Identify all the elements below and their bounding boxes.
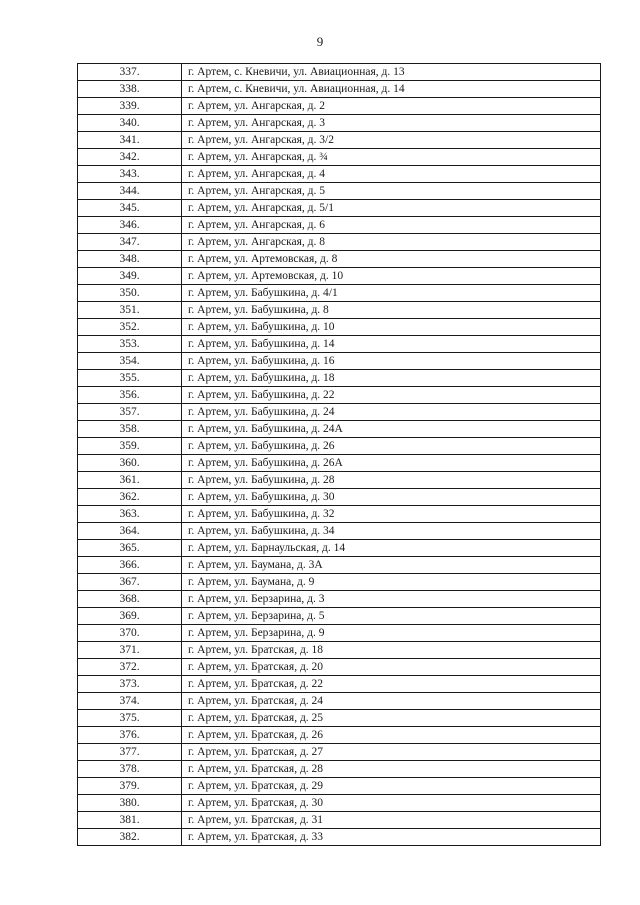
table-row [78, 302, 601, 319]
address-cell: г. Артем, ул. Ангарская, д. 8 [182, 234, 601, 251]
row-number-cell: 359. [78, 438, 182, 455]
table-row [78, 523, 601, 540]
address-cell: г. Артем, ул. Бабушкина, д. 34 [182, 523, 601, 540]
row-number-cell: 350. [78, 285, 182, 302]
address-cell: г. Артем, ул. Братская, д. 18 [182, 642, 601, 659]
address-cell: г. Артем, ул. Барнаульская, д. 14 [182, 540, 601, 557]
address-cell: г. Артем, с. Кневичи, ул. Авиационная, д. 13 [182, 64, 601, 81]
row-number-cell: 374. [78, 693, 182, 710]
table-row [78, 744, 601, 761]
table-row [78, 625, 601, 642]
row-number-cell: 373. [78, 676, 182, 693]
page-number: 9 [316, 34, 324, 49]
row-number-cell: 345. [78, 200, 182, 217]
address-cell: г. Артем, ул. Артемовская, д. 8 [182, 251, 601, 268]
row-number-cell: 346. [78, 217, 182, 234]
table-row [78, 727, 601, 744]
address-cell: г. Артем, ул. Братская, д. 25 [182, 710, 601, 727]
address-cell: г. Артем, ул. Берзарина, д. 5 [182, 608, 601, 625]
table-row [78, 370, 601, 387]
address-cell: г. Артем, ул. Бабушкина, д. 18 [182, 370, 601, 387]
address-cell: г. Артем, ул. Ангарская, д. 3/2 [182, 132, 601, 149]
address-cell: г. Артем, ул. Бабушкина, д. 14 [182, 336, 601, 353]
table-row [78, 319, 601, 336]
address-cell: г. Артем, ул. Бабушкина, д. 8 [182, 302, 601, 319]
table-row [78, 676, 601, 693]
table-row [78, 642, 601, 659]
row-number-cell: 362. [78, 489, 182, 506]
address-cell: г. Артем, ул. Бабушкина, д. 22 [182, 387, 601, 404]
row-number-cell: 353. [78, 336, 182, 353]
table-row [78, 217, 601, 234]
address-cell: г. Артем, ул. Ангарская, д. 4 [182, 166, 601, 183]
row-number-cell: 352. [78, 319, 182, 336]
row-number-cell: 372. [78, 659, 182, 676]
table-row [78, 574, 601, 591]
row-number-cell: 351. [78, 302, 182, 319]
table-row [78, 659, 601, 676]
table-row [78, 761, 601, 778]
address-cell: г. Артем, ул. Берзарина, д. 9 [182, 625, 601, 642]
table-row [78, 591, 601, 608]
address-cell: г. Артем, ул. Бабушкина, д. 16 [182, 353, 601, 370]
table-row [78, 268, 601, 285]
row-number-cell: 364. [78, 523, 182, 540]
address-cell: г. Артем, ул. Берзарина, д. 3 [182, 591, 601, 608]
row-number-cell: 338. [78, 81, 182, 98]
address-cell: г. Артем, ул. Баумана, д. 9 [182, 574, 601, 591]
table-row [78, 506, 601, 523]
table-row [78, 115, 601, 132]
row-number-cell: 367. [78, 574, 182, 591]
address-cell: г. Артем, ул. Ангарская, д. ¾ [182, 149, 601, 166]
address-cell: г. Артем, ул. Братская, д. 22 [182, 676, 601, 693]
address-cell: г. Артем, ул. Ангарская, д. 5 [182, 183, 601, 200]
address-cell: г. Артем, ул. Братская, д. 28 [182, 761, 601, 778]
table-row [78, 234, 601, 251]
row-number-cell: 366. [78, 557, 182, 574]
address-cell: г. Артем, ул. Бабушкина, д. 10 [182, 319, 601, 336]
row-number-cell: 360. [78, 455, 182, 472]
address-cell: г. Артем, ул. Бабушкина, д. 24 [182, 404, 601, 421]
table-row [78, 557, 601, 574]
address-cell: г. Артем, ул. Артемовская, д. 10 [182, 268, 601, 285]
row-number-cell: 357. [78, 404, 182, 421]
row-number-cell: 337. [78, 64, 182, 81]
table-row [78, 540, 601, 557]
table-row [78, 404, 601, 421]
row-number-cell: 375. [78, 710, 182, 727]
row-number-cell: 368. [78, 591, 182, 608]
address-cell: г. Артем, ул. Бабушкина, д. 26А [182, 455, 601, 472]
table-row [78, 693, 601, 710]
table-row [78, 812, 601, 829]
table-row [78, 183, 601, 200]
address-cell: г. Артем, ул. Бабушкина, д. 30 [182, 489, 601, 506]
table-row [78, 149, 601, 166]
address-table-body [78, 64, 601, 846]
table-row [78, 438, 601, 455]
address-cell: г. Артем, ул. Бабушкина, д. 4/1 [182, 285, 601, 302]
table-row [78, 710, 601, 727]
address-cell: г. Артем, ул. Братская, д. 27 [182, 744, 601, 761]
address-cell: г. Артем, ул. Баумана, д. 3А [182, 557, 601, 574]
table-row [78, 472, 601, 489]
row-number-cell: 349. [78, 268, 182, 285]
address-cell: г. Артем, ул. Ангарская, д. 2 [182, 98, 601, 115]
table-row [78, 132, 601, 149]
address-cell: г. Артем, ул. Бабушкина, д. 24А [182, 421, 601, 438]
row-number-cell: 355. [78, 370, 182, 387]
row-number-cell: 344. [78, 183, 182, 200]
address-cell: г. Артем, ул. Братская, д. 29 [182, 778, 601, 795]
row-number-cell: 361. [78, 472, 182, 489]
row-number-cell: 354. [78, 353, 182, 370]
table-row [78, 387, 601, 404]
table-row [78, 489, 601, 506]
row-number-cell: 342. [78, 149, 182, 166]
table-row [78, 778, 601, 795]
table-row [78, 795, 601, 812]
table-row [78, 421, 601, 438]
table-row [78, 98, 601, 115]
address-table [77, 63, 601, 846]
table-row [78, 829, 601, 846]
address-cell: г. Артем, ул. Братская, д. 31 [182, 812, 601, 829]
table-row [78, 285, 601, 302]
address-cell: г. Артем, с. Кневичи, ул. Авиационная, д. 14 [182, 81, 601, 98]
address-cell: г. Артем, ул. Бабушкина, д. 26 [182, 438, 601, 455]
address-cell: г. Артем, ул. Ангарская, д. 5/1 [182, 200, 601, 217]
row-number-cell: 376. [78, 727, 182, 744]
table-row [78, 608, 601, 625]
row-number-cell: 348. [78, 251, 182, 268]
table-row [78, 455, 601, 472]
table-row [78, 251, 601, 268]
row-number-cell: 380. [78, 795, 182, 812]
row-number-cell: 347. [78, 234, 182, 251]
address-cell: г. Артем, ул. Бабушкина, д. 28 [182, 472, 601, 489]
row-number-cell: 370. [78, 625, 182, 642]
address-cell: г. Артем, ул. Ангарская, д. 3 [182, 115, 601, 132]
row-number-cell: 363. [78, 506, 182, 523]
row-number-cell: 371. [78, 642, 182, 659]
row-number-cell: 379. [78, 778, 182, 795]
table-row [78, 200, 601, 217]
row-number-cell: 343. [78, 166, 182, 183]
address-cell: г. Артем, ул. Братская, д. 24 [182, 693, 601, 710]
address-cell: г. Артем, ул. Братская, д. 33 [182, 829, 601, 846]
address-cell: г. Артем, ул. Ангарская, д. 6 [182, 217, 601, 234]
row-number-cell: 369. [78, 608, 182, 625]
address-cell: г. Артем, ул. Братская, д. 30 [182, 795, 601, 812]
table-row [78, 64, 601, 81]
table-row [78, 166, 601, 183]
row-number-cell: 365. [78, 540, 182, 557]
row-number-cell: 356. [78, 387, 182, 404]
row-number-cell: 381. [78, 812, 182, 829]
row-number-cell: 339. [78, 98, 182, 115]
table-row [78, 353, 601, 370]
table-row [78, 336, 601, 353]
row-number-cell: 358. [78, 421, 182, 438]
row-number-cell: 382. [78, 829, 182, 846]
row-number-cell: 341. [78, 132, 182, 149]
address-cell: г. Артем, ул. Братская, д. 26 [182, 727, 601, 744]
table-row [78, 81, 601, 98]
address-cell: г. Артем, ул. Бабушкина, д. 32 [182, 506, 601, 523]
row-number-cell: 340. [78, 115, 182, 132]
row-number-cell: 377. [78, 744, 182, 761]
address-cell: г. Артем, ул. Братская, д. 20 [182, 659, 601, 676]
row-number-cell: 378. [78, 761, 182, 778]
